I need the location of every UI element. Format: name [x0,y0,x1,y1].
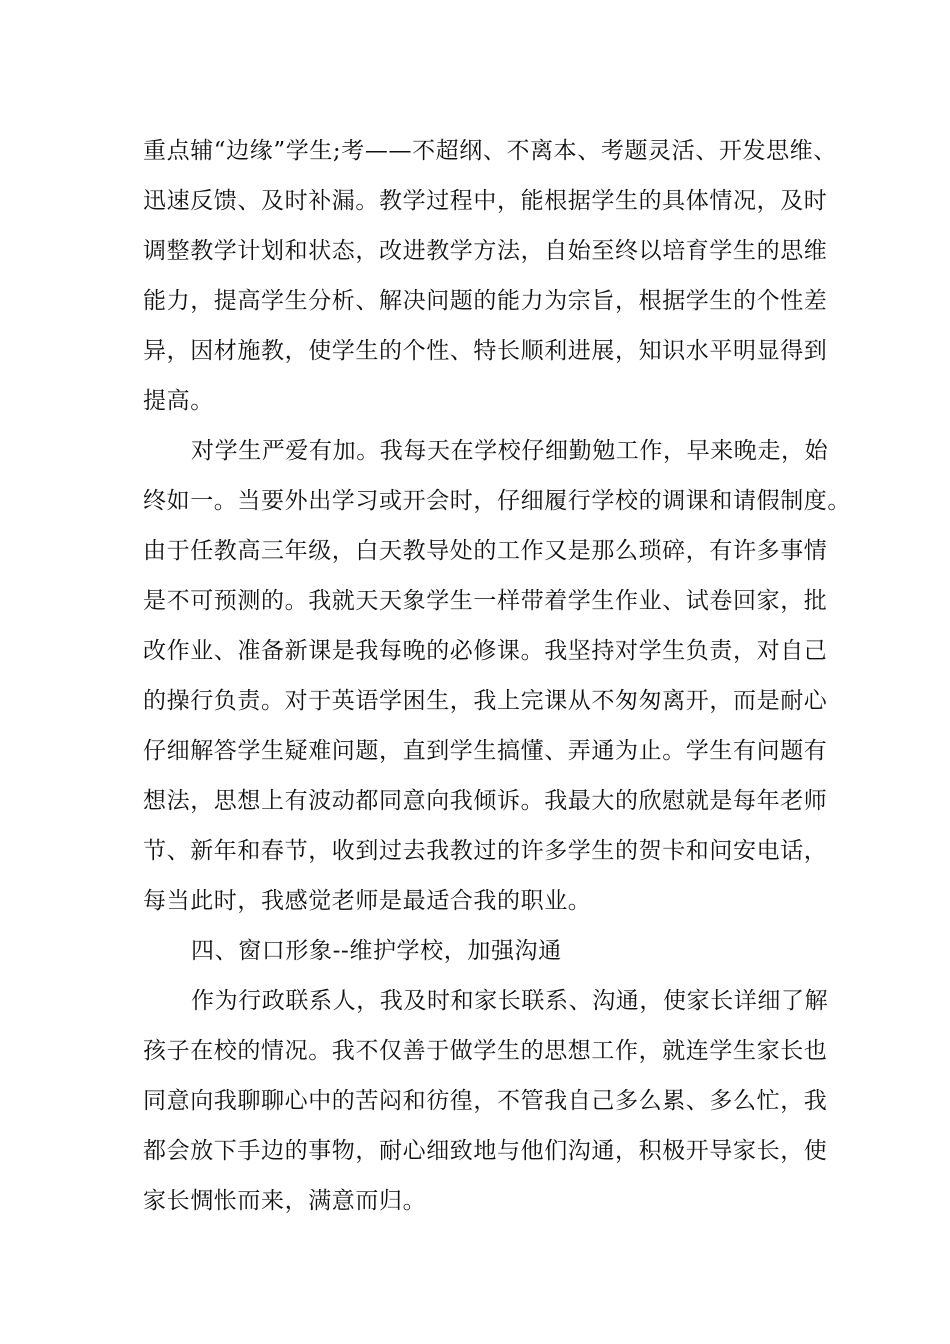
text-line: 调整教学计划和状态，改进教学方法，自始至终以培育学生的思维 [143,238,828,264]
text-line: 能力，提高学生分析、解决问题的能力为宗旨，根据学生的个性差 [143,288,828,314]
text-line: 都会放下手边的事物，耐心细致地与他们沟通，积极开导家长，使 [143,1138,828,1164]
text-line: 改作业、准备新课是我每晚的必修课。我坚持对学生负责，对自己 [143,638,828,664]
text-line: 想法，思想上有波动都同意向我倾诉。我最大的欣慰就是每年老师 [143,788,828,814]
paragraph-first-line: 作为行政联系人，我及时和家长联系、沟通，使家长详细了解 [191,988,829,1014]
text-line: 是不可预测的。我就天天象学生一样带着学生作业、试卷回家，批 [143,588,828,614]
paragraph-first-line: 对学生严爱有加。我每天在学校仔细勤勉工作，早来晚走，始 [191,438,829,464]
text-line: 重点辅“边缘”学生;考——不超纲、不离本、考题灵活、开发思维、 [143,138,837,164]
text-line: 节、新年和春节，收到过去我教过的许多学生的贺卡和问安电话， [143,838,828,864]
text-line: 迅速反馈、及时补漏。教学过程中，能根据学生的具体情况，及时 [143,188,828,214]
text-line: 由于任教高三年级，白天教导处的工作又是那么琐碎，有许多事情 [143,538,828,564]
text-line: 终如一。当要外出学习或开会时，仔细履行学校的调课和请假制度。 [143,488,851,514]
section-heading: 四、窗口形象--维护学校，加强沟通 [191,938,562,964]
text-line: 仔细解答学生疑难问题，直到学生搞懂、弄通为止。学生有问题有 [143,738,828,764]
text-line: 每当此时，我感觉老师是最适合我的职业。 [143,888,592,914]
text-line: 同意向我聊聊心中的苦闷和彷徨，不管我自己多么累、多么忙，我 [143,1088,828,1114]
text-line: 的操行负责。对于英语学困生，我上完课从不匆匆离开，而是耐心 [143,688,828,714]
text-line: 孩子在校的情况。我不仅善于做学生的思想工作，就连学生家长也 [143,1038,828,1064]
text-line: 提高。 [143,388,214,414]
text-line: 家长惆怅而来，满意而归。 [143,1188,427,1214]
text-line: 异，因材施教，使学生的个性、特长顺利进展，知识水平明显得到 [143,338,828,364]
